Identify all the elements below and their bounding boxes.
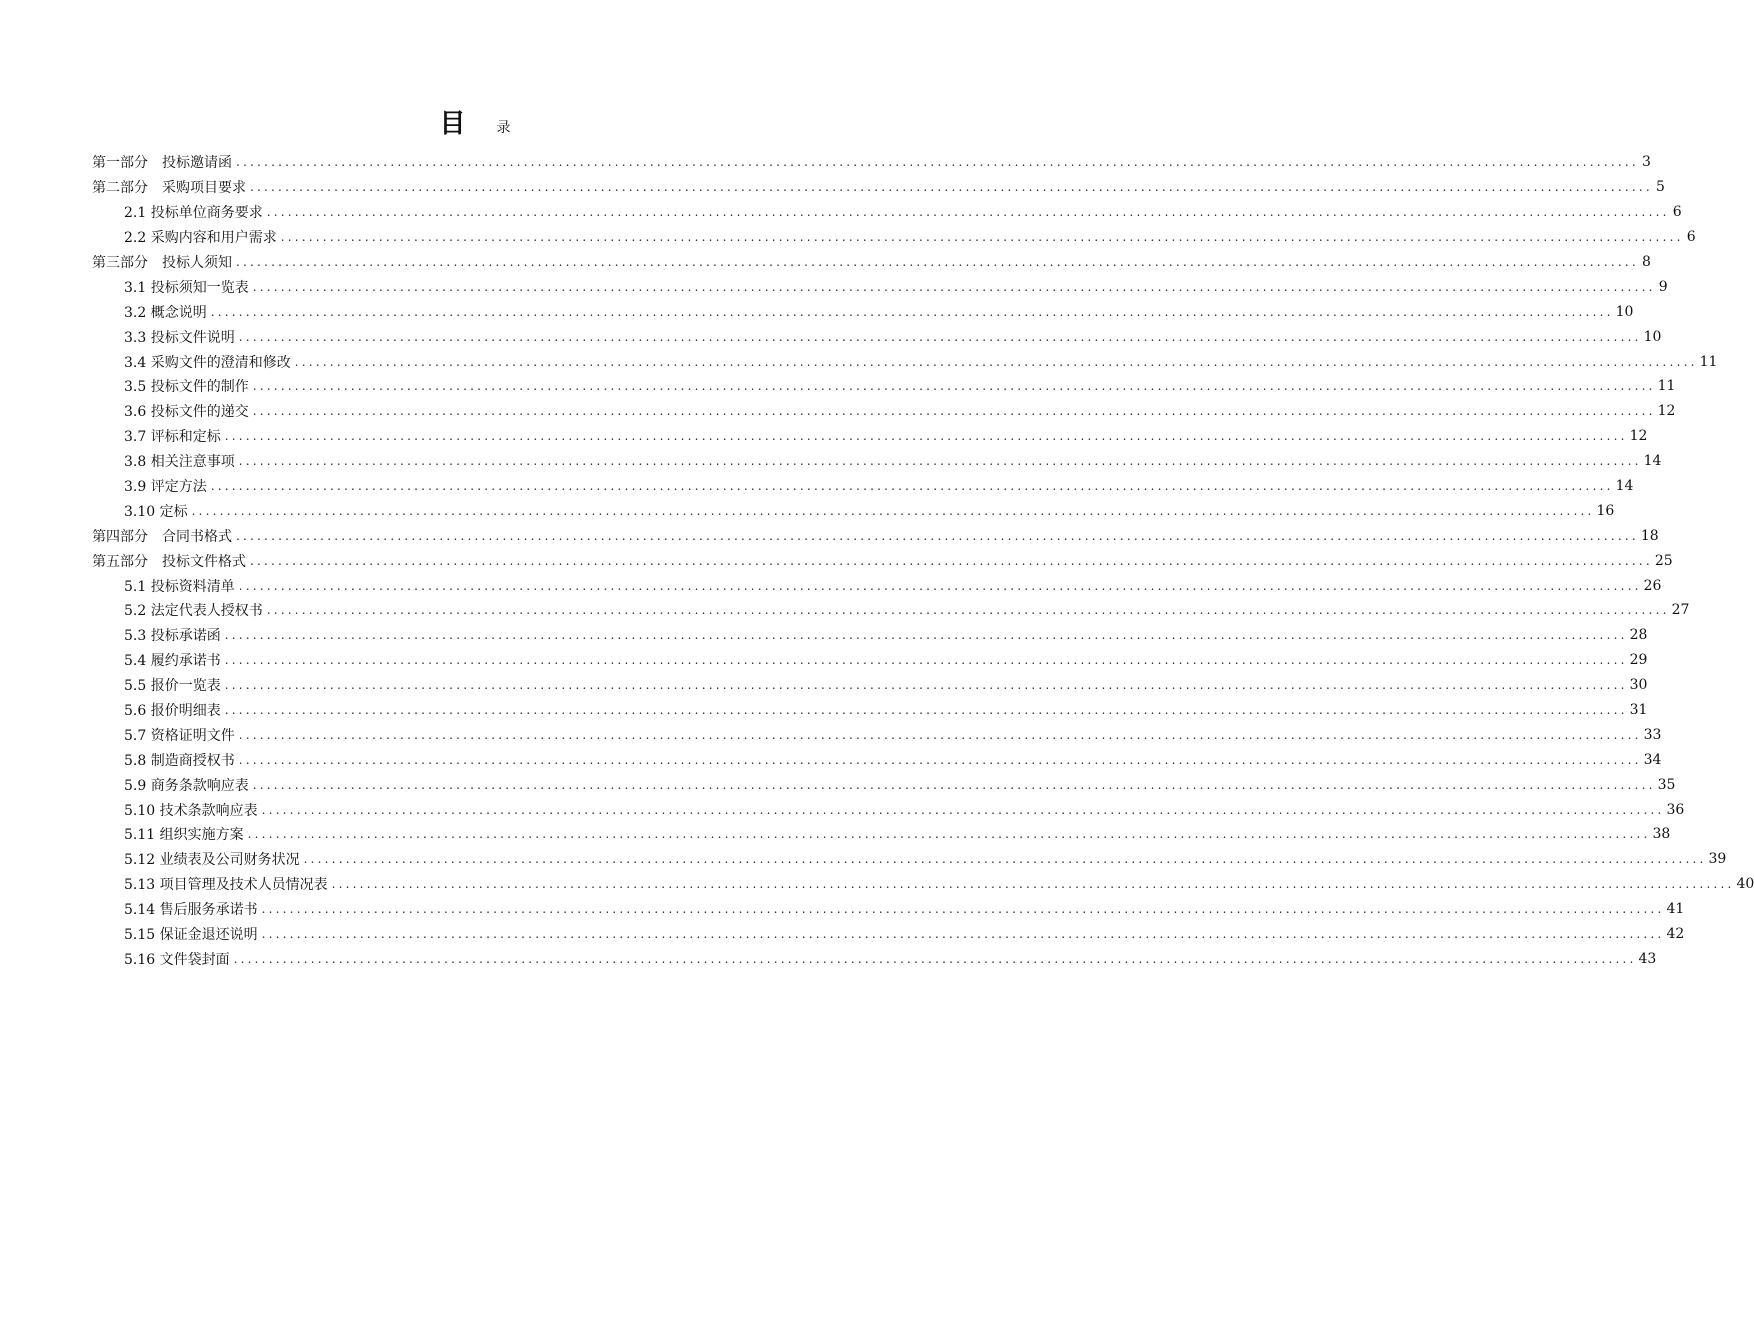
toc-dot-leader: ........................................................................................................................................................................................................ (233, 951, 1637, 966)
toc-entry-label: 5.12 业绩表及公司财务状况 (124, 852, 300, 869)
toc-entry-label: 第四部分 合同书格式 (92, 528, 232, 545)
toc-entry-page-number: 38 (1652, 826, 1671, 843)
toc-entry-label: 第二部分 采购项目要求 (92, 180, 246, 197)
toc-dot-leader: ........................................................................................................................................................................................................ (224, 429, 1628, 444)
toc-entry-section[interactable] (92, 922, 1685, 947)
toc-entry-label: 5.4 履约承诺书 (124, 653, 221, 670)
toc-entry-page-number: 31 (1629, 702, 1648, 719)
toc-dot-leader: ........................................................................................................................................................................................................ (250, 180, 1653, 195)
toc-entry-label: 5.11 组织实施方案 (124, 827, 244, 844)
toc-entry-section[interactable] (92, 324, 1662, 349)
toc-entry-page-number: 39 (1708, 851, 1727, 868)
toc-entry-label: 2.2 采购内容和用户需求 (124, 230, 277, 247)
toc-dot-leader: ........................................................................................................................................................................................................ (266, 205, 1670, 220)
toc-dot-leader: ........................................................................................................................................................................................................ (252, 279, 1656, 294)
toc-entry-page-number: 6 (1672, 204, 1682, 221)
toc-entry-label: 5.1 投标资料清单 (124, 578, 235, 595)
toc-entry-page-number: 29 (1629, 652, 1648, 669)
toc-entry-label: 5.8 制造商授权书 (124, 752, 235, 769)
toc-entry-label: 第三部分 投标人须知 (92, 255, 232, 271)
toc-dot-leader: ........................................................................................................................................................................................................ (238, 329, 1642, 344)
toc-entry-label: 3.4 采购文件的澄清和修改 (124, 354, 291, 371)
toc-entry-label: 2.1 投标单位商务要求 (124, 205, 263, 222)
toc-entry-section[interactable] (92, 274, 1668, 299)
toc-entry-part[interactable] (92, 175, 1665, 200)
toc-title-sub: 录 (496, 120, 511, 136)
toc-entry-section[interactable] (92, 822, 1671, 847)
toc-entry-label: 第一部分 投标邀请函 (92, 155, 232, 172)
toc-entry-section[interactable] (92, 747, 1662, 772)
toc-dot-leader: ........................................................................................................................................................................................................ (224, 703, 1628, 718)
toc-entry-section[interactable] (92, 573, 1662, 598)
toc-entry-label: 5.14 售后服务承诺书 (124, 902, 258, 919)
toc-dot-leader: ........................................................................................................................................................................................................ (238, 752, 1642, 767)
toc-entry-section[interactable] (92, 673, 1648, 698)
toc-entry-label: 3.1 投标须知一览表 (124, 279, 249, 296)
toc-entry-label: 3.9 评定方法 (124, 479, 207, 496)
toc-entry-section[interactable] (92, 872, 1754, 897)
toc-dot-leader: ........................................................................................................................................................................................................ (266, 603, 1670, 618)
toc-entry-page-number: 8 (1641, 254, 1651, 270)
toc-entry-page-number: 9 (1658, 278, 1668, 295)
toc-entry-section[interactable] (92, 498, 1615, 523)
toc-entry-page-number: 10 (1643, 328, 1662, 345)
toc-entry-page-number: 11 (1657, 378, 1676, 395)
toc-dot-leader: ........................................................................................................................................................................................................ (191, 503, 1595, 518)
toc-dot-leader: ........................................................................................................................................................................................................ (261, 902, 1665, 917)
toc-entry-label: 5.9 商务条款响应表 (124, 777, 249, 794)
toc-entry-label: 3.5 投标文件的制作 (124, 379, 249, 396)
table-of-contents (92, 150, 1754, 971)
toc-entry-label: 5.3 投标承诺函 (124, 628, 221, 645)
toc-entry-label: 5.2 法定代表人授权书 (124, 603, 263, 620)
toc-title (0, 106, 950, 146)
toc-entry-page-number: 27 (1671, 602, 1690, 619)
toc-entry-label: 5.7 资格证明文件 (124, 727, 235, 744)
toc-entry-label: 5.10 技术条款响应表 (124, 802, 258, 819)
toc-entry-label: 5.15 保证金退还说明 (124, 927, 258, 944)
toc-entry-page-number: 42 (1666, 926, 1685, 943)
toc-dot-leader: ........................................................................................................................................................................................................ (331, 877, 1735, 892)
toc-entry-page-number: 11 (1699, 353, 1718, 370)
toc-entry-label: 3.10 定标 (124, 503, 188, 520)
toc-entry-page-number: 36 (1666, 801, 1685, 818)
toc-entry-part[interactable] (92, 523, 1659, 548)
toc-entry-section[interactable] (92, 797, 1685, 822)
toc-entry-page-number: 35 (1657, 776, 1676, 793)
toc-entry-page-number: 14 (1615, 478, 1634, 495)
toc-dot-leader: ........................................................................................................................................................................................................ (247, 827, 1651, 842)
toc-entry-page-number: 16 (1596, 502, 1615, 519)
toc-entry-page-number: 40 (1736, 876, 1754, 893)
toc-dot-leader: ........................................................................................................................................................................................................ (252, 404, 1656, 419)
toc-entry-page-number: 28 (1629, 627, 1648, 644)
toc-dot-leader: ........................................................................................................................................................................................................ (303, 852, 1707, 867)
toc-entry-page-number: 26 (1643, 577, 1662, 594)
toc-dot-leader: ........................................................................................................................................................................................................ (261, 802, 1665, 817)
toc-entry-section[interactable] (92, 772, 1676, 797)
toc-entry-page-number: 30 (1629, 677, 1648, 694)
toc-dot-leader: ........................................................................................................................................................................................................ (252, 777, 1656, 792)
toc-entry-section[interactable] (92, 399, 1676, 424)
toc-entry-section[interactable] (92, 698, 1648, 723)
toc-entry-part[interactable] (92, 548, 1673, 573)
toc-entry-section[interactable] (92, 474, 1634, 499)
toc-entry-section[interactable] (92, 299, 1634, 324)
toc-dot-leader: ........................................................................................................................................................................................................ (236, 255, 1639, 269)
toc-entry-label: 5.5 报价一览表 (124, 678, 221, 695)
toc-entry-section[interactable] (92, 200, 1682, 225)
toc-entry-section[interactable] (92, 947, 1657, 972)
toc-entry-label: 5.13 项目管理及技术人员情况表 (124, 877, 328, 894)
toc-entry-section[interactable] (92, 847, 1727, 872)
toc-dot-leader: ........................................................................................................................................................................................................ (280, 230, 1684, 245)
toc-entry-page-number: 3 (1641, 154, 1651, 171)
toc-dot-leader: ........................................................................................................................................................................................................ (261, 927, 1665, 942)
toc-entry-page-number: 33 (1643, 726, 1662, 743)
toc-entry-page-number: 6 (1686, 229, 1696, 246)
toc-entry-page-number: 34 (1643, 751, 1662, 768)
toc-entry-page-number: 43 (1638, 950, 1657, 967)
toc-entry-part[interactable] (92, 250, 1651, 275)
toc-entry-section[interactable] (92, 897, 1685, 922)
toc-entry-section[interactable] (92, 225, 1696, 250)
toc-entry-section[interactable] (92, 449, 1662, 474)
toc-entry-label: 3.3 投标文件说明 (124, 329, 235, 346)
toc-dot-leader: ........................................................................................................................................................................................................ (238, 578, 1642, 593)
toc-entry-page-number: 25 (1654, 552, 1673, 569)
toc-dot-leader: ........................................................................................................................................................................................................ (210, 304, 1614, 319)
toc-entry-label: 5.6 报价明细表 (124, 703, 221, 720)
toc-dot-leader: ........................................................................................................................................................................................................ (236, 528, 1639, 543)
toc-entry-page-number: 14 (1643, 453, 1662, 470)
toc-entry-section[interactable] (92, 424, 1648, 449)
toc-dot-leader: ........................................................................................................................................................................................................ (294, 354, 1698, 369)
toc-dot-leader: ........................................................................................................................................................................................................ (238, 454, 1642, 469)
toc-entry-label: 3.7 评标和定标 (124, 429, 221, 446)
toc-dot-leader: ........................................................................................................................................................................................................ (224, 653, 1628, 668)
toc-entry-section[interactable] (92, 349, 1718, 374)
toc-dot-leader: ........................................................................................................................................................................................................ (210, 479, 1614, 494)
toc-entry-page-number: 12 (1657, 403, 1676, 420)
toc-dot-leader: ........................................................................................................................................................................................................ (224, 678, 1628, 693)
toc-entry-label: 3.2 概念说明 (124, 304, 207, 321)
toc-dot-leader: ........................................................................................................................................................................................................ (236, 155, 1639, 170)
toc-entry-section[interactable] (92, 598, 1690, 623)
toc-entry-page-number: 18 (1640, 527, 1659, 544)
toc-entry-page-number: 5 (1655, 179, 1665, 196)
toc-entry-section[interactable] (92, 623, 1648, 648)
toc-entry-part[interactable] (92, 150, 1651, 175)
toc-entry-label: 5.16 文件袋封面 (124, 951, 230, 968)
toc-dot-leader: ........................................................................................................................................................................................................ (250, 553, 1653, 568)
toc-entry-page-number: 10 (1615, 303, 1634, 320)
toc-entry-label: 3.6 投标文件的递交 (124, 404, 249, 421)
toc-dot-leader: ........................................................................................................................................................................................................ (252, 379, 1656, 394)
toc-entry-section[interactable] (92, 374, 1676, 399)
toc-entry-label: 3.8 相关注意事项 (124, 454, 235, 471)
toc-dot-leader: ........................................................................................................................................................................................................ (238, 727, 1642, 742)
toc-entry-page-number: 41 (1666, 901, 1685, 918)
toc-entry-label: 第五部分 投标文件格式 (92, 553, 246, 570)
toc-title-main: 目 (439, 109, 466, 139)
toc-entry-section[interactable] (92, 648, 1648, 673)
toc-dot-leader: ........................................................................................................................................................................................................ (224, 628, 1628, 643)
toc-entry-section[interactable] (92, 722, 1662, 747)
toc-entry-page-number: 12 (1629, 428, 1648, 445)
